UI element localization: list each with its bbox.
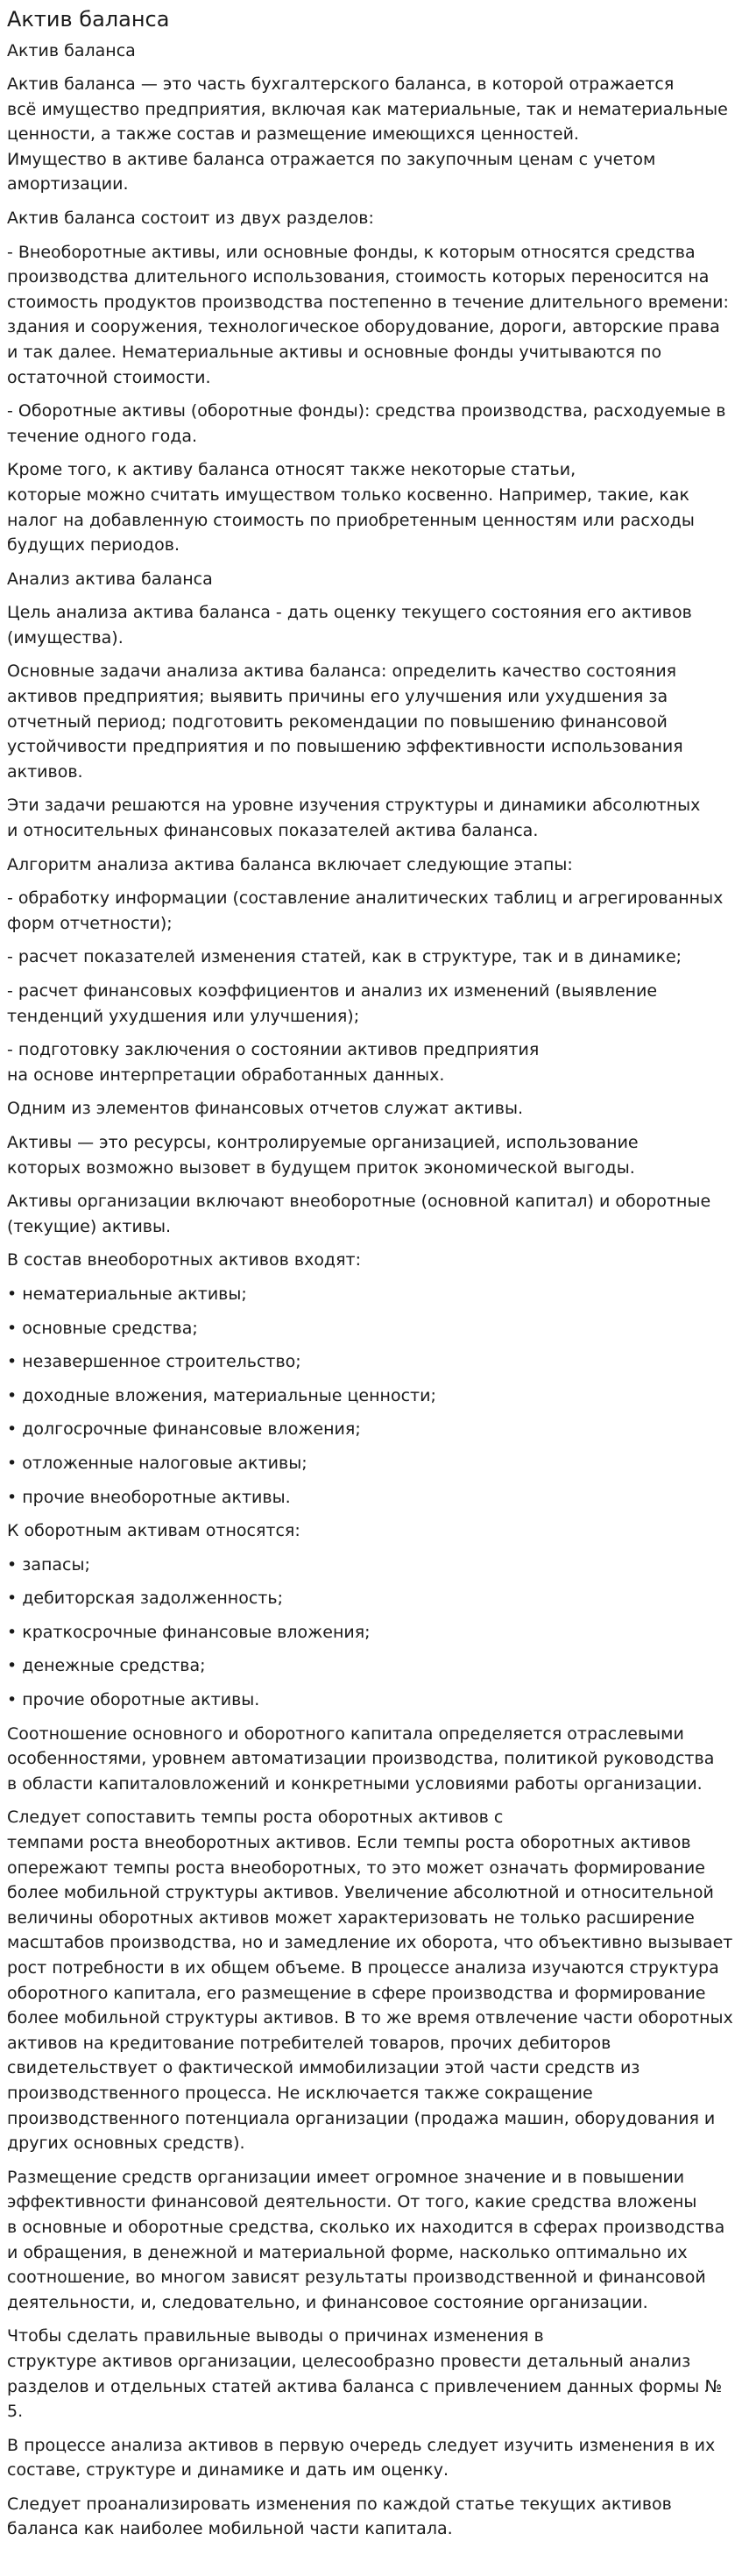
paragraph: Актив баланса — это часть бухгалтерского баланса, в которой отражается всё имущество предприятия, включая как материальные, так и нематериальные ценности, а также состав и размещение имеющихся ценностей. Имущество в активе баланса отражается по закупочным ценам с учетом амортизации.: [7, 74, 728, 195]
paragraph: Соотношение основного и оборотного капитала определяется отраслевыми особенностями, уровнем автоматизации производства, политикой руководства в области капиталовложений и конкретными условиями работы организации.: [7, 1723, 715, 1794]
paragraph: • долгосрочные финансовые вложения;: [7, 1419, 361, 1440]
paragraph: • запасы;: [7, 1554, 90, 1575]
section-subtitle: Актив баланса: [7, 41, 136, 60]
paragraph: • доходные вложения, материальные ценности;: [7, 1385, 436, 1405]
paragraph: • краткосрочные финансовые вложения;: [7, 1622, 371, 1642]
paragraph: Активы — это ресурсы, контролируемые организацией, использование которых возможно вызовет в будущем приток экономической выгоды.: [7, 1132, 639, 1178]
paragraph: - Оборотные активы (оборотные фонды): средства производства, расходуемые в течение одного года.: [7, 401, 726, 446]
paragraph: В процессе анализа активов в первую очередь следует изучить изменения в их составе, структуре и динамике и дать им оценку.: [7, 2435, 716, 2480]
paragraph: Актив баланса состоит из двух разделов:: [7, 208, 374, 228]
paragraph: • отложенные налоговые активы;: [7, 1453, 307, 1473]
paragraph: Одним из элементов финансовых отчетов служат активы.: [7, 1099, 524, 1119]
paragraph: В состав внеоборотных активов входят:: [7, 1250, 361, 1270]
paragraph: Кроме того, к активу баланса относят также некоторые статьи, которые можно считать имуществом только косвенно. Например, такие, как налог на добавленную стоимость по приобретенным ценностям или расходы будущих периодов.: [7, 460, 695, 556]
paragraph: • незавершенное строительство;: [7, 1352, 301, 1372]
paragraph: Следует сопоставить темпы роста оборотных активов с темпами роста внеоборотных активов. Если темпы роста оборотных активов опережают темпы роста внеоборотных, то это может означать формирование более мобильной структуры активов. Увеличение абсолютной и относительной величины оборотных активов может характеризовать не только расширение масштабов производства, но и замедление их оборота, что объективно вызывает рост потребности в их общем объеме. В процессе анализа изучаются структура оборотного капитала, его размещение в сфере производства и формирование более мобильной структуры активов. В то же время отвлечение части оборотных активов на кредитование потребителей товаров, прочих дебиторов свидетельствует о фактической иммобилизации этой части средств из производственного процесса. Не исключается также сокращение производственного потенциала организации (продажа машин, оборудования и других основных средств).: [7, 1808, 733, 2154]
paragraph: Основные задачи анализа актива баланса: определить качество состояния активов предприятия; выявить причины его улучшения или ухудшения за отчетный период; подготовить рекомендации по повышению финансовой устойчивости предприятия и по повышению эффективности использования активов.: [7, 662, 683, 782]
paragraph: Алгоритм анализа актива баланса включает следующие этапы:: [7, 854, 573, 874]
paragraph: - обработку информации (составление аналитических таблиц и агрегированных форм отчетности);: [7, 888, 724, 933]
paragraph: • нематериальные активы;: [7, 1284, 247, 1304]
paragraph: • прочие внеоборотные активы.: [7, 1487, 291, 1507]
paragraph: • дебиторская задолженность;: [7, 1589, 283, 1609]
article-body: [7, 72, 735, 2542]
paragraph: • основные средства;: [7, 1318, 198, 1338]
paragraph: Цель анализа актива баланса - дать оценку текущего состояния его активов (имущества).: [7, 603, 692, 648]
paragraph: Анализ актива баланса: [7, 569, 213, 589]
page-title: Актив баланса: [7, 7, 170, 32]
paragraph: Следует проанализировать изменения по каждой статье текущих активов баланса как наиболее мобильной части капитала.: [7, 2494, 672, 2539]
paragraph: - Внеоборотные активы, или основные фонды, к которым относятся средства производства длительного использования, стоимость которых переносится на стоимость продуктов производства постепенно в течение длительного времени: здания и сооружения, технологическое оборудование, дороги, авторские права и так далее. Нематериальные активы и основные фонды учитываются по остаточной стоимости.: [7, 242, 729, 387]
paragraph: Активы организации включают внеоборотные (основной капитал) и оборотные (текущие) активы.: [7, 1192, 711, 1236]
paragraph: Чтобы сделать правильные выводы о причинах изменения в структуре активов организации, целесообразно провести детальный анализ разделов и отдельных статей актива баланса с привлечением данных формы № 5.: [7, 2326, 723, 2422]
paragraph: - расчет финансовых коэффициентов и анализ их изменений (выявление тенденций ухудшения или улучшения);: [7, 981, 658, 1026]
paragraph: К оборотным активам относятся:: [7, 1521, 300, 1541]
paragraph: - расчет показателей изменения статей, как в структуре, так и в динамике;: [7, 947, 682, 967]
paragraph: - подготовку заключения о состоянии активов предприятия на основе интерпретации обработанных данных.: [7, 1040, 540, 1085]
paragraph: Эти задачи решаются на уровне изучения структуры и динамики абсолютных и относительных финансовых показателей актива баланса.: [7, 796, 701, 841]
paragraph: • денежные средства;: [7, 1656, 206, 1676]
paragraph: Размещение средств организации имеет огромное значение и в повышении эффективности финансовой деятельности. От того, какие средства вложены в основные и оборотные средства, сколько их находится в сферах производства и обращения, в денежной и материальной форме, насколько оптимально их соотношение, во многом зависят результаты производственной и финансовой деятельности, и, следовательно, и финансовое состояние организации.: [7, 2167, 725, 2312]
paragraph: • прочие оборотные активы.: [7, 1690, 260, 1710]
